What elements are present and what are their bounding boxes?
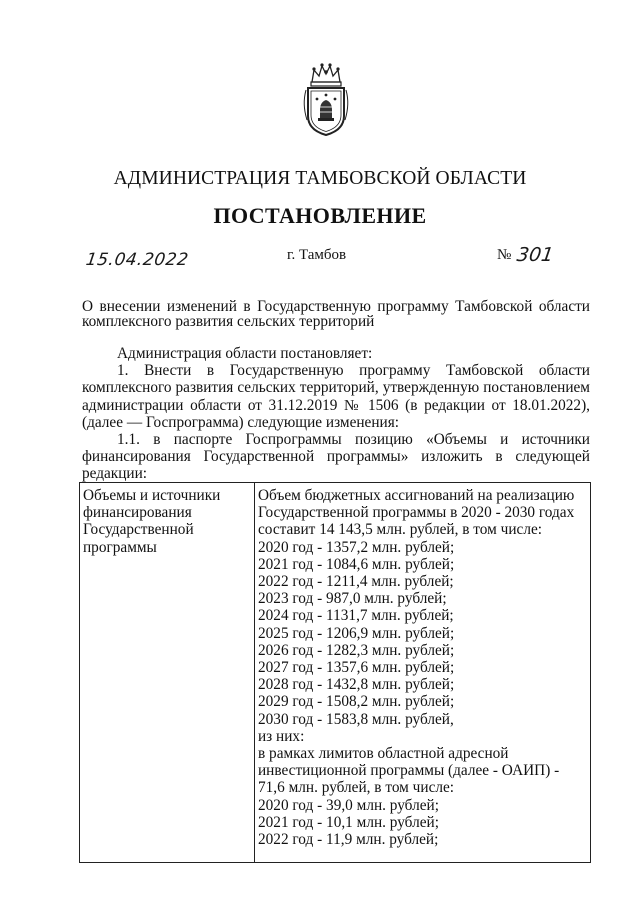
subject-line: комплексного развития сельских территорий [82,313,375,330]
label-line: программы [83,538,157,556]
intro-paragraph: Администрация области постановляет: [117,345,373,362]
label-line: Государственной [83,521,194,539]
issuing-authority: АДМИНИСТРАЦИЯ ТАМБОВСКОЙ ОБЛАСТИ [113,168,527,189]
value-line: 2021 год - 1084,6 млн. рублей; [258,555,455,573]
value-line: 2029 год - 1508,2 млн. рублей; [258,693,455,711]
item-1-1-line: редакции: [82,465,148,483]
financing-table [79,482,591,863]
value-line: 2028 год - 1432,8 млн. рублей; [258,676,455,694]
document-type-title: ПОСТАНОВЛЕНИЕ [213,203,427,228]
value-line: 2022 год - 11,9 млн. рублей; [258,831,439,849]
document-number: 301 [515,244,555,266]
value-line: 2027 год - 1357,6 млн. рублей; [258,659,455,677]
value-line: 2020 год - 1357,2 млн. рублей; [258,538,455,556]
tambov-coat-of-arms-icon [298,60,354,138]
item-1-line: администрации области от 31.12.2019 № 1506 (в редакции от 18.01.2022), [82,396,590,414]
table-cell-label [80,483,255,863]
value-line: из них: [258,727,305,745]
table-cell-value [255,483,591,863]
number-sign: № [497,247,512,263]
subject-line: О внесении изменений в Государственную программу Тамбовской области [82,298,590,315]
table-row [80,483,591,863]
item-1-line: 1. Внести в Государственную программу Тамбовской области [117,362,590,380]
value-line: 2024 год - 1131,7 млн. рублей; [258,607,454,625]
value-line: Государственной программы в 2020 - 2030 годах [258,504,575,522]
item-1-1-line: 1.1. в паспорте Госпрограммы позицию «Объемы и источники [117,430,590,448]
document-city: г. Тамбов [287,247,347,263]
value-line: составит 14 143,5 млн. рублей, в том числе: [258,521,542,539]
value-line: инвестиционной программы (далее - ОАИП) - [258,762,560,780]
document-body [82,345,590,483]
value-line: в рамках лимитов областной адресной [258,745,509,763]
label-line: финансирования [83,504,192,522]
value-line: 2022 год - 1211,4 млн. рублей; [258,573,454,591]
item-1-line: комплексного развития сельских территорий, утвержденную постановлением [82,379,590,397]
value-line: 2030 год - 1583,8 млн. рублей, [258,710,454,728]
document-date: 15.04.2022 [84,250,190,270]
item-1-1-line: финансирования Государственной программы» изложить в следующей [82,448,590,466]
value-line: 2021 год - 10,1 млн. рублей; [258,813,439,831]
value-line: 71,6 млн. рублей, в том числе: [258,779,455,797]
value-line: Объем бюджетных ассигнований на реализацию [258,487,575,504]
value-line: 2020 год - 39,0 млн. рублей; [258,796,439,814]
value-line: 2026 год - 1282,3 млн. рублей; [258,641,455,659]
value-line: 2023 год - 987,0 млн. рублей; [258,590,447,608]
label-line: Объемы и источники [83,487,221,504]
item-1-line: (далее — Госпрограмма) следующие изменения: [82,413,399,431]
document-subject [82,299,590,329]
value-line: 2025 год - 1206,9 млн. рублей; [258,624,455,642]
